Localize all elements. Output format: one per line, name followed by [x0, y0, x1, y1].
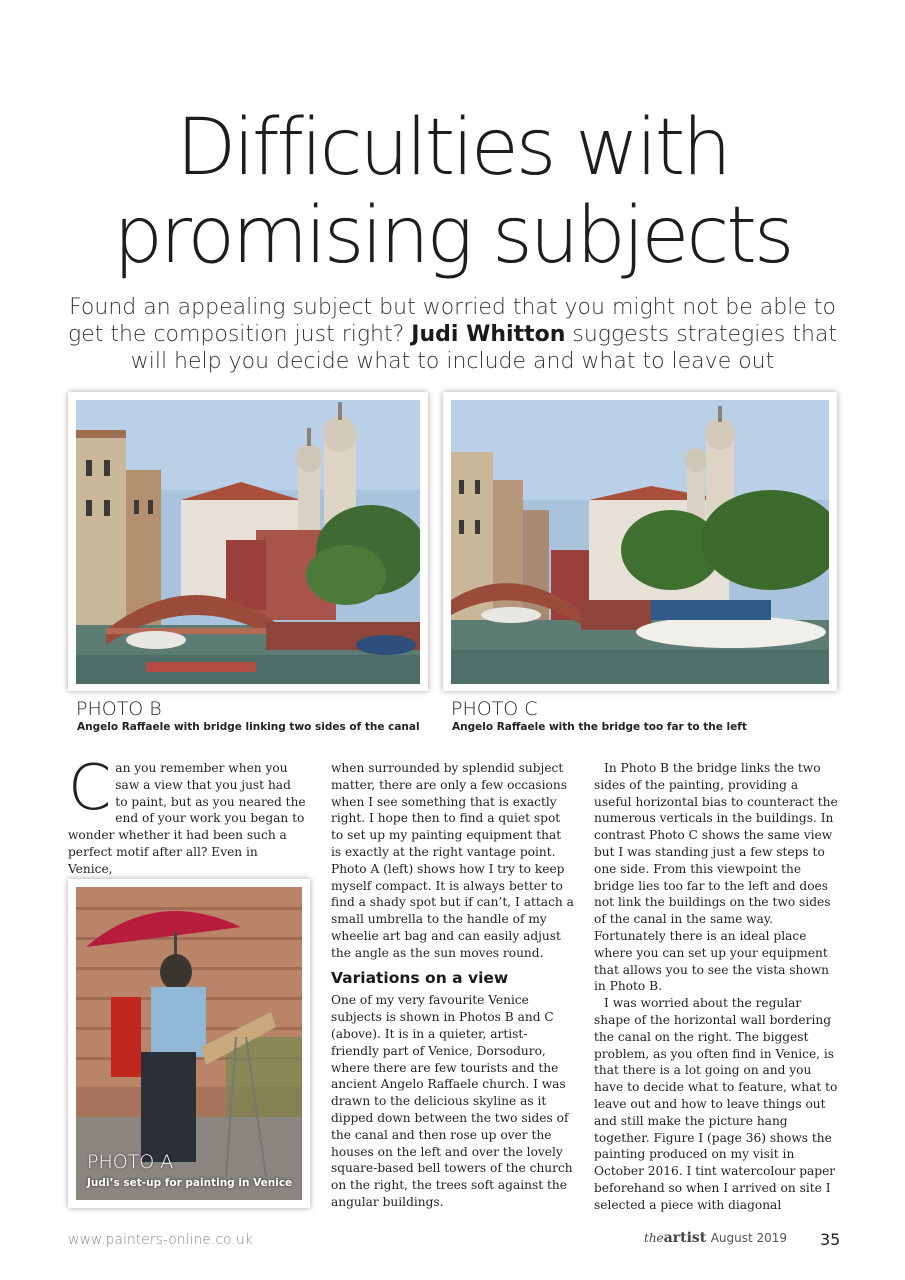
photo-a-label: PHOTO A	[87, 1151, 174, 1173]
photo-a-caption: Judi’s set-up for painting in Venice	[87, 1177, 293, 1189]
standfirst-text-2: suggests strategies that will help you decide what to include and what to leave out	[130, 322, 838, 374]
photo-c-image	[451, 400, 829, 684]
paragraph: In Photo B the bridge links the two sides of the painting, providing a useful horizontal bias to counteract the numerous verticals in the buildings. In contrast Photo C shows the same view but I was standing just a few steps to one side. From this viewpoint the bridge lies too far to the left and does not link the buildings on the two sides of the canal in the same way. Fortunately there is an ideal place where you can set up your equipment that allows you to see the vista shown in Photo B.	[594, 761, 838, 994]
photo-c-frame	[443, 392, 837, 691]
photo-b-frame	[68, 392, 428, 691]
photo-b-caption: Angelo Raffaele with bridge linking two sides of the canal	[77, 721, 420, 733]
subheading: Variations on a view	[331, 968, 509, 987]
paragraph: I was worried about the regular shape of the horizontal wall bordering the canal on the right. The biggest problem, as you often find in Venice, is that there is a lot going on and you have to decide what to feature, what to leave out and how to leave things out and still make the picture hang together. Figure I (page 36) shows the painting produced on my visit in October 2016. I tint watercolour paper beforehand so when I arrived on site I selected a piece with diagonal	[594, 996, 838, 1212]
standfirst	[55, 294, 850, 375]
photo-c-label: PHOTO C	[451, 698, 538, 720]
headline-line-1: Difficulties with	[176, 103, 729, 193]
magazine-logo-artist: artist	[663, 1230, 707, 1246]
magazine-logo-the: the	[644, 1231, 664, 1245]
photo-a-frame	[68, 879, 310, 1208]
photo-b-label: PHOTO B	[76, 698, 162, 720]
standfirst-author: Judi Whitton	[411, 322, 566, 347]
paragraph-text: an you remember when you saw a view that you just had to paint, but as you neared the end of your work you began to wonder whether it had been such a perfect motif after all? Even in Venice,	[68, 761, 306, 876]
paragraph: when surrounded by splendid subject matter, there are only a few occasions when I see something that is exactly right. I hope then to find a quiet spot to set up my painting equipment that is exactly at the right vantage point. Photo A (left) shows how I try to keep myself compact. It is always better to find a shady spot but if can’t, I attach a small umbrella to the handle of my wheelie art bag and can easily adjust the angle as the sun moves round.	[331, 761, 574, 960]
drop-cap: C	[68, 751, 112, 824]
photo-b-image	[76, 400, 420, 684]
headline	[0, 104, 905, 280]
issue-date: August 2019	[710, 1231, 788, 1245]
column-2	[331, 760, 575, 1211]
photo-c-caption: Angelo Raffaele with the bridge too far to the left	[452, 721, 747, 733]
standfirst-text-1: Found an appealing subject but worried that you might not be able to get the composition just right?	[67, 295, 836, 347]
footer-url[interactable]: www.painters-online.co.uk	[68, 1232, 253, 1248]
page-number: 35	[820, 1230, 841, 1249]
column-1	[68, 751, 306, 878]
footer-magazine	[644, 1230, 787, 1246]
headline-line-2: promising subjects	[113, 191, 792, 281]
paragraph	[68, 751, 306, 878]
column-3	[594, 760, 838, 1214]
paragraph: One of my very favourite Venice subjects is shown in Photos B and C (above). It is in a quieter, artist-friendly part of Venice, Dorsoduro, where there are few tourists and the ancient Angelo Raffaele church. I was drawn to the delicious skyline as it dipped down between the two sides of the canal and then rose up over the houses on the left and over the lovely square-based bell towers of the church on the right, the trees soft against the angular buildings.	[331, 993, 573, 1209]
